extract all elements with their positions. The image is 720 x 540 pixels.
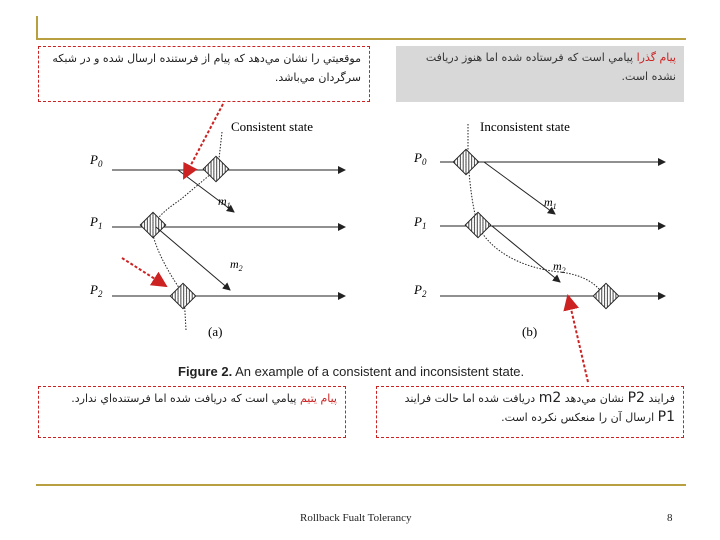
note-bottom-left-text: پيامي است که دريافت شده اما فرستنده‌اي ندارد. xyxy=(71,392,297,405)
page-number: 8 xyxy=(667,512,673,524)
note-top-right-text: پيامي است که فرستاده شده اما هنوز دريافت نشده است. xyxy=(425,51,676,83)
caption-label: Figure 2. xyxy=(178,364,233,379)
note-part-3: دريافت شده اما حالت فرايند xyxy=(404,392,536,405)
diagram-consistent xyxy=(89,119,345,339)
note-part-4: ارسال آن را منعکس نکرده است. xyxy=(501,411,655,424)
message-m2-right xyxy=(492,226,560,282)
checkpoint-p0-left xyxy=(203,156,228,181)
transient-message-term: پيام گذرا xyxy=(636,51,676,64)
process-label-p1-left: $P_1$ xyxy=(90,214,103,231)
message-label-m1-left: $m_1$ xyxy=(218,194,231,210)
checkpoint-p2-left xyxy=(170,283,195,308)
message-m2-ref: m2 xyxy=(538,390,562,406)
state-title-inconsistent: Inconsistent state xyxy=(480,119,570,134)
checkpoint-p1-left xyxy=(140,212,165,237)
process-label-p1-right: $P_1$ xyxy=(414,214,427,231)
process-label-p2-left: $P_2$ xyxy=(90,282,103,299)
note-top-left-text: موقعيتي را نشان مي‌دهد که پيام از فرستنده ارسال شده و در شبکه سرگردان مي‌باشد. xyxy=(52,52,361,84)
diagram-label-a: (a) xyxy=(208,324,223,339)
message-label-m1-right: $m_1$ xyxy=(544,195,557,211)
orphan-message-term: پيام يتيم xyxy=(299,392,337,405)
diagram-inconsistent xyxy=(413,119,665,339)
message-label-m2-right: $m_2$ xyxy=(553,259,566,275)
process-p2-ref: P2 xyxy=(627,390,645,406)
figure-caption xyxy=(178,364,524,379)
process-label-p0-left: $P_0$ xyxy=(90,152,103,169)
process-p1-ref: P1 xyxy=(657,409,675,425)
cut-line-right xyxy=(468,124,604,296)
process-label-p2-right: $P_2$ xyxy=(414,282,427,299)
process-label-p0-right: $P_0$ xyxy=(414,150,427,167)
footer-title: Rollback Fualt Tolerancy xyxy=(300,512,412,524)
diagram-label-b: (b) xyxy=(522,324,538,339)
message-label-m2-left: $m_2$ xyxy=(230,257,243,273)
message-m2-left xyxy=(156,227,230,290)
pointer-arrow-inconsistent xyxy=(568,296,588,382)
checkpoint-p1-right xyxy=(465,212,490,237)
checkpoint-p0-right xyxy=(453,149,478,174)
state-title-consistent: Consistent state xyxy=(231,119,313,134)
caption-text: An example of a consistent and inconsistent state. xyxy=(235,364,525,379)
pointer-arrow-orphan xyxy=(122,258,166,286)
note-part-2: نشان مي‌دهد xyxy=(564,392,625,405)
note-part-1: فرايند xyxy=(648,392,675,405)
